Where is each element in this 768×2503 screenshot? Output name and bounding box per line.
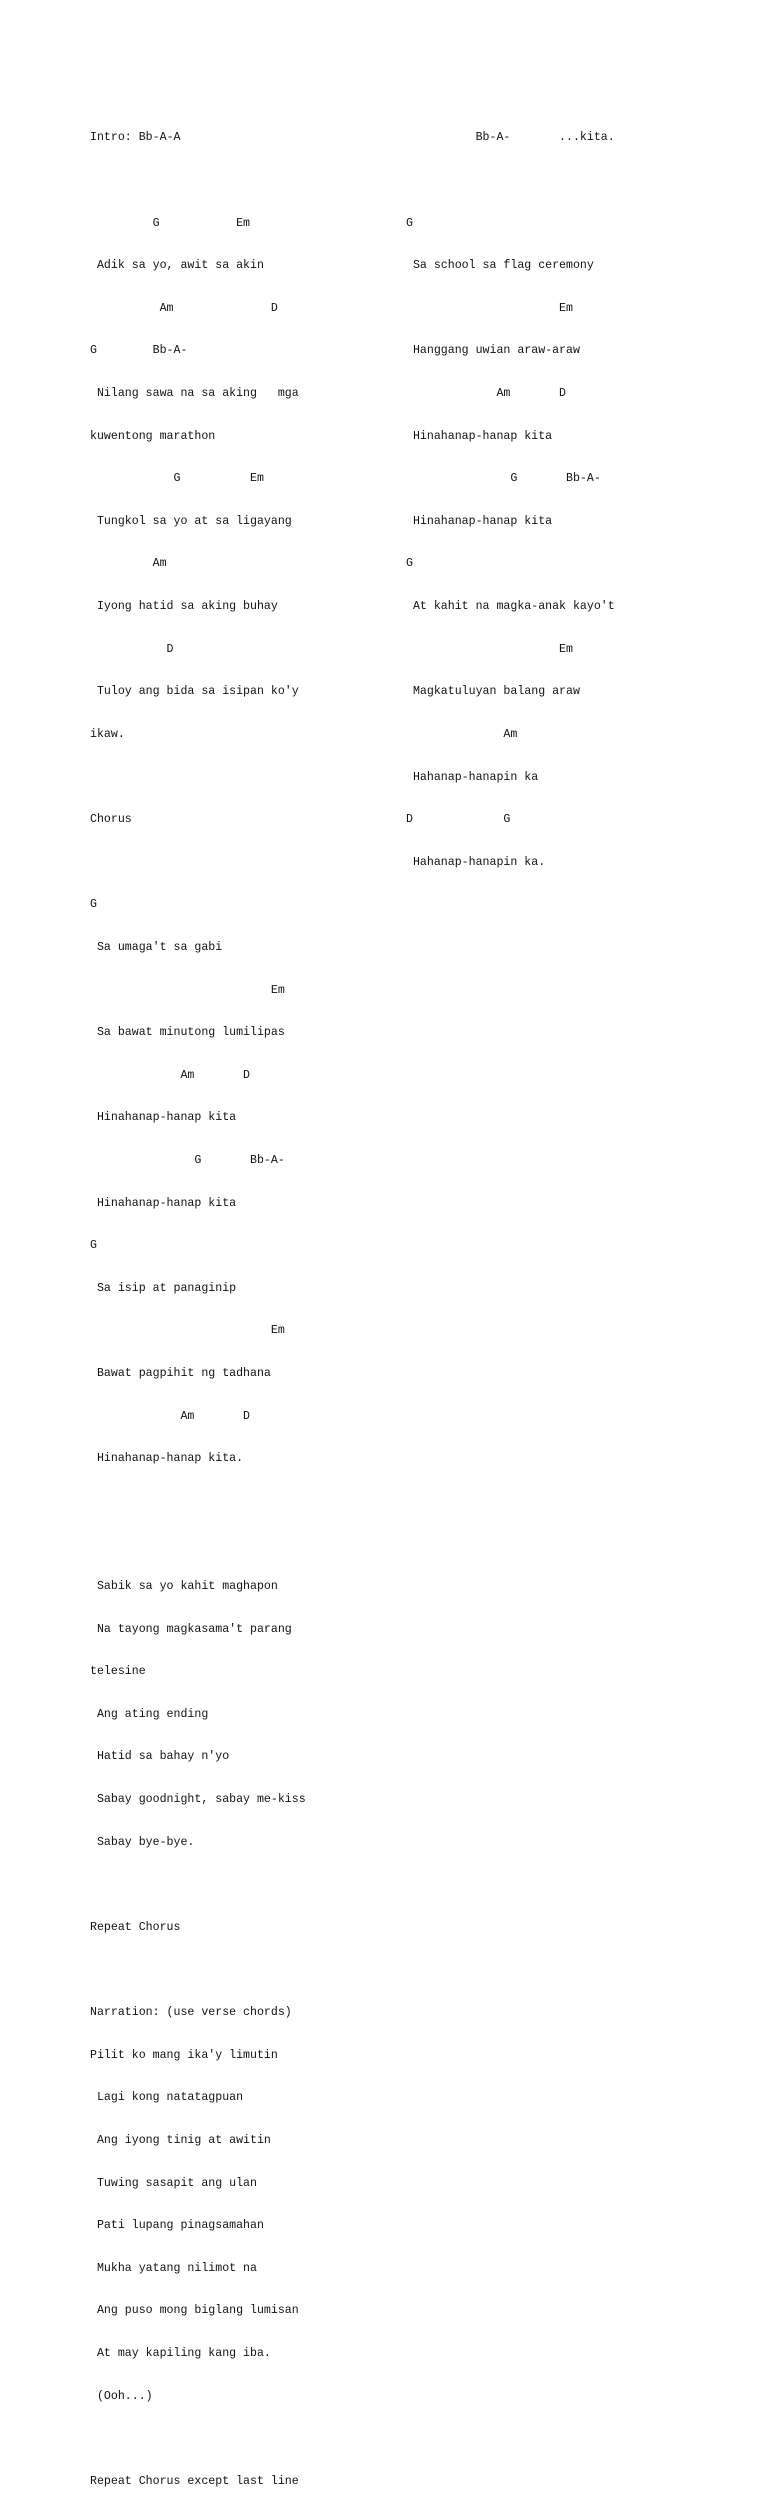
chord-line: G Em xyxy=(90,472,264,486)
lyric-line: Sa umaga't sa gabi xyxy=(90,940,223,954)
chord-line: D xyxy=(90,642,174,656)
blank-line xyxy=(90,1964,390,1978)
lyric-line: Tuloy ang bida sa isipan ko'y xyxy=(90,685,299,699)
lyric-line: telesine xyxy=(90,1665,146,1679)
chord-line: Em xyxy=(90,1324,285,1338)
lyric-line: Sa school sa flag ceremony xyxy=(406,259,594,273)
chord-line: Am D xyxy=(90,301,278,315)
lyric-line: Tungkol sa yo at sa ligayang xyxy=(90,514,292,528)
chord-line: G Bb-A- xyxy=(90,1153,285,1167)
lyric-line: Hinahanap-hanap kita xyxy=(406,429,553,443)
lyric-line: Hahanap-hanapin ka. xyxy=(406,855,546,869)
lyric-line: Pati lupang pinagsamahan xyxy=(90,2219,264,2233)
lyric-line: Sabay bye-bye. xyxy=(90,1835,195,1849)
chord-line: G Bb-A- xyxy=(90,344,188,358)
lyric-line: (Ooh...) xyxy=(90,2389,153,2403)
chord-line: G Em xyxy=(90,216,251,230)
chord-line: Em xyxy=(90,983,285,997)
blank-line xyxy=(90,1495,390,1509)
section-heading: Chorus xyxy=(90,813,132,827)
lyric-line: Na tayong magkasama't parang xyxy=(90,1622,292,1636)
lyric-line: Hatid sa bahay n'yo xyxy=(90,1750,230,1764)
lyric-line: Iyong hatid sa aking buhay xyxy=(90,600,278,614)
chord-line: G xyxy=(406,216,413,230)
lyric-line: Sa bawat minutong lumilipas xyxy=(90,1026,285,1040)
lyric-line: ikaw. xyxy=(90,727,125,741)
chord-line: Em xyxy=(406,301,573,315)
lyric-line: Sabay goodnight, sabay me-kiss xyxy=(90,1793,306,1807)
lyric-line: Tuwing sasapit ang ulan xyxy=(90,2176,257,2190)
lyric-line: At may kapiling kang iba. xyxy=(90,2346,271,2360)
intro-line: Intro: Bb-A-A xyxy=(90,131,181,145)
lyric-line: Bawat pagpihit ng tadhana xyxy=(90,1367,271,1381)
lyric-line: Pilit ko mang ika'y limutin xyxy=(90,2048,278,2062)
blank-line xyxy=(90,856,390,870)
section-heading: Narration: (use verse chords) xyxy=(90,2006,292,2020)
lyric-line: Sa isip at panaginip xyxy=(90,1281,237,1295)
lyric-line: Hinahanap-hanap kita. xyxy=(90,1452,244,1466)
chord-line: Am D xyxy=(406,387,567,401)
section-heading: Repeat Chorus xyxy=(90,1920,181,1934)
lyric-line: Hahanap-hanapin ka xyxy=(406,770,539,784)
chord-line: D G xyxy=(406,813,511,827)
blank-line xyxy=(90,174,390,188)
left-lyrics-column xyxy=(90,103,390,2503)
lyric-line: Hinahanap-hanap kita xyxy=(406,514,553,528)
chord-line: Am xyxy=(90,557,167,571)
section-heading: Repeat Chorus except last line xyxy=(90,2474,299,2488)
blank-line xyxy=(90,2432,390,2446)
lyric-line: kuwentong marathon xyxy=(90,429,216,443)
chord-line: Bb-A- ...kita. xyxy=(406,131,615,145)
lyric-line: At kahit na magka-anak kayo't xyxy=(406,600,615,614)
chord-line: Am xyxy=(406,727,518,741)
lyric-line: Lagi kong natatagpuan xyxy=(90,2091,244,2105)
lyric-line: Hinahanap-hanap kita xyxy=(90,1196,237,1210)
lyric-line: Ang puso mong biglang lumisan xyxy=(90,2304,299,2318)
chord-line: Am D xyxy=(90,1068,251,1082)
lyric-line: Adik sa yo, awit sa akin xyxy=(90,259,264,273)
lyric-line: Ang ating ending xyxy=(90,1707,209,1721)
lyric-line: Magkatuluyan balang araw xyxy=(406,685,580,699)
blank-line xyxy=(90,1537,390,1551)
chord-line: Em xyxy=(406,642,573,656)
lyric-line: Mukha yatang nilimot na xyxy=(90,2261,257,2275)
lyric-line: Ang iyong tinig at awitin xyxy=(90,2133,271,2147)
lyric-line: Hinahanap-hanap kita xyxy=(90,1111,237,1125)
chord-line: Am D xyxy=(90,1409,251,1423)
chord-line: G xyxy=(406,557,413,571)
blank-line xyxy=(90,1878,390,1892)
blank-line xyxy=(406,174,706,188)
chord-line: G xyxy=(90,1239,97,1253)
lyric-line: Hanggang uwian araw-araw xyxy=(406,344,580,358)
chord-line: G Bb-A- xyxy=(406,472,601,486)
lyric-line: Nilang sawa na sa aking mga xyxy=(90,387,299,401)
chord-line: G xyxy=(90,898,97,912)
lyric-line: Sabik sa yo kahit maghapon xyxy=(90,1580,278,1594)
right-lyrics-column xyxy=(406,103,706,884)
blank-line xyxy=(90,771,390,785)
